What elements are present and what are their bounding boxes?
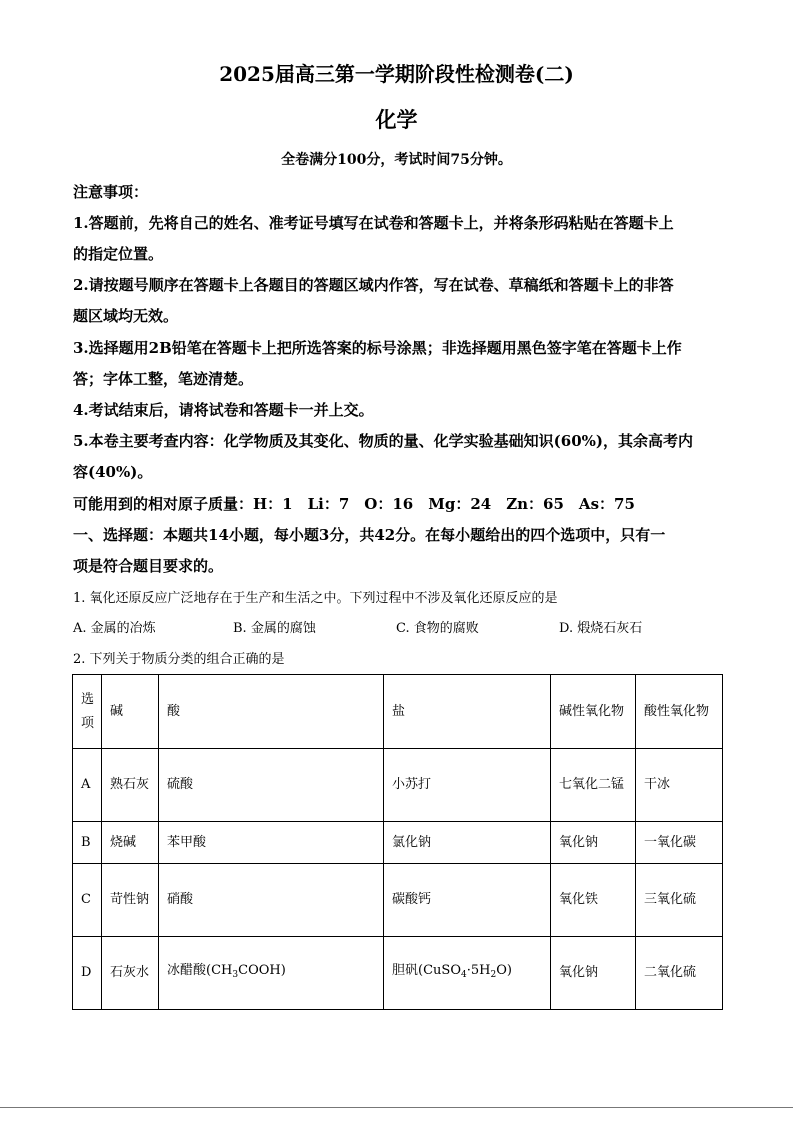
note-5-line-1: 5.本卷主要考查内容：化学物质及其变化、物质的量、化学实验基础知识(60%)，其余高考内 [73, 432, 693, 450]
note-4: 4.考试结束后，请将试卷和答题卡一并上交。 [73, 401, 374, 419]
cell-salt: 胆矾$(CuSO_4\cdot 5H_2O)$ [384, 937, 551, 1010]
cell-acid: 苯甲酸 [159, 822, 384, 864]
cell-basic-oxide: 七氧化二锰 [551, 749, 636, 822]
cell-acid: 硫酸 [159, 749, 384, 822]
salt-name: 胆矾 [392, 963, 419, 978]
header-cell: 碱性氧化物 [551, 675, 636, 749]
header-cell: 碱 [102, 675, 159, 749]
cell-salt: 氯化钠 [384, 822, 551, 864]
formula-subscript: 2 [490, 970, 497, 980]
classification-table [72, 674, 723, 1010]
q1-option-b: B. 金属的腐蚀 [233, 621, 316, 636]
formula-text: O [496, 963, 507, 978]
header-cell: 盐 [384, 675, 551, 749]
section-1-line-2: 项是符合题目要求的。 [73, 557, 224, 575]
atomic-masses: 可能用到的相对原子质量：H：1 Li：7 O：16 Mg：24 Zn：65 As：75 [73, 495, 635, 513]
cell-acidic-oxide: 一氧化碳 [636, 822, 723, 864]
note-2-line-2: 题区域均无效。 [73, 307, 179, 325]
cell-option: C [73, 864, 102, 937]
formula-subscript: 3 [232, 970, 239, 980]
table-row [73, 749, 723, 822]
note-2-line-1: 2.请按题号顺序在答题卡上各题目的答题区域内作答，写在试卷、草稿纸和答题卡上的非答 [73, 276, 674, 294]
formula-text: COOH [238, 963, 281, 978]
cell-salt: 小苏打 [384, 749, 551, 822]
cell-acid: 硝酸 [159, 864, 384, 937]
subject-title: 化学 [375, 107, 418, 132]
cell-acidic-oxide: 二氧化硫 [636, 937, 723, 1010]
cell-basic-oxide: 氧化钠 [551, 937, 636, 1010]
cell-base: 石灰水 [102, 937, 159, 1010]
q1-option-c: C. 食物的腐败 [396, 621, 479, 636]
cell-base: 苛性钠 [102, 864, 159, 937]
note-1-line-1: 1.答题前，先将自己的姓名、准考证号填写在试卷和答题卡上，并将条形码粘贴在答题卡上 [73, 214, 674, 232]
note-5-line-2: 容(40%)。 [73, 463, 153, 481]
cell-option: B [73, 822, 102, 864]
exam-title: 2025届高三第一学期阶段性检测卷(二) [219, 62, 574, 86]
table-row [73, 822, 723, 864]
formula-text: CuSO [423, 963, 461, 978]
cell-option: D [73, 937, 102, 1010]
cell-acidic-oxide: 三氧化硫 [636, 864, 723, 937]
formula-text: CH [211, 963, 233, 978]
cell-acid: 冰醋酸$(CH_3COOH)$ [159, 937, 384, 1010]
cell-base: 烧碱 [102, 822, 159, 864]
cell-basic-oxide: 氧化钠 [551, 822, 636, 864]
page-bottom-divider [0, 1107, 793, 1108]
cell-salt: 碳酸钙 [384, 864, 551, 937]
note-3-line-1: 3.选择题用2B铅笔在答题卡上把所选答案的标号涂黑；非选择题用黑色签字笔在答题卡上作 [73, 339, 682, 357]
q1-option-d: D. 煅烧石灰石 [559, 621, 643, 636]
notes-heading: 注意事项： [73, 183, 149, 201]
question-2-stem: 2. 下列关于物质分类的组合正确的是 [73, 652, 285, 667]
cell-basic-oxide: 氧化铁 [551, 864, 636, 937]
cell-base: 熟石灰 [102, 749, 159, 822]
note-3-line-2: 答；字体工整，笔迹清楚。 [73, 370, 254, 388]
table-row [73, 864, 723, 937]
exam-info: 全卷满分100分，考试时间75分钟。 [281, 152, 512, 168]
header-cell: 酸性氧化物 [636, 675, 723, 749]
header-cell: 选项 [73, 675, 102, 749]
note-1-line-2: 的指定位置。 [73, 245, 164, 263]
cell-acidic-oxide: 干冰 [636, 749, 723, 822]
table-row [73, 937, 723, 1010]
acid-name: 冰醋酸 [167, 963, 207, 978]
formula-text: ·5H [466, 963, 491, 978]
formula-subscript: 4 [460, 970, 467, 980]
question-1-stem: 1. 氧化还原反应广泛地存在于生产和生活之中。下列过程中不涉及氧化还原反应的是 [73, 591, 558, 606]
cell-option: A [73, 749, 102, 822]
section-1-line-1: 一、选择题：本题共14小题，每小题3分，共42分。在每小题给出的四个选项中，只有一 [73, 526, 666, 544]
header-cell: 酸 [159, 675, 384, 749]
q1-option-a: A. 金属的冶炼 [73, 621, 156, 636]
table-header-row [73, 675, 723, 749]
